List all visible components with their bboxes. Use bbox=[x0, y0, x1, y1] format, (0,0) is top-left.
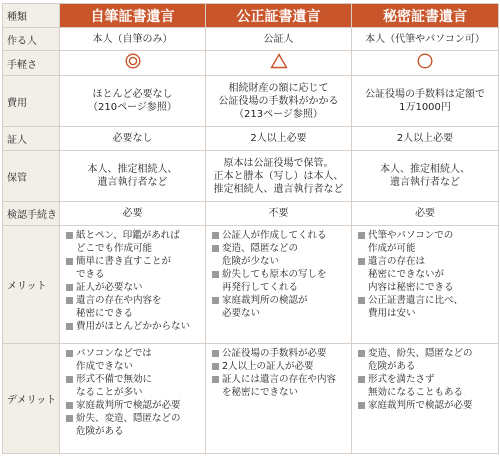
cell-probate-notarized: 不要 bbox=[206, 202, 352, 226]
list-item-continuation: どこでも作成可能 bbox=[76, 243, 153, 254]
list-item: 形式を満たさず bbox=[358, 373, 496, 386]
list-item-continuation: 費用は安い bbox=[368, 308, 416, 319]
cell-creator-secret: 本人（代筆やパソコン可） bbox=[352, 28, 499, 51]
row-label-witness: 証人 bbox=[3, 127, 60, 151]
header-notarized-will: 公正証書遺言 bbox=[206, 4, 352, 28]
row-cost bbox=[3, 76, 499, 127]
row-label-cost: 費用 bbox=[3, 76, 60, 127]
cost-line: 公証役場の手数料は定額で bbox=[365, 89, 485, 100]
will-comparison-table bbox=[2, 3, 499, 454]
header-holographic-will: 自筆証書遺言 bbox=[60, 4, 206, 28]
cost-line: （210ページ参照） bbox=[88, 102, 177, 113]
storage-line: 本人、推定相続人、 bbox=[87, 164, 178, 175]
list-item: パソコンなどでは bbox=[66, 347, 203, 360]
cell-demerits-notarized bbox=[206, 344, 352, 454]
cell-merits-holographic bbox=[60, 226, 206, 344]
cell-storage-notarized bbox=[206, 151, 352, 202]
row-label-creator: 作る人 bbox=[3, 28, 60, 51]
row-label-demerits: デメリット bbox=[3, 344, 60, 454]
list-item-continuation: 秘密にできる bbox=[76, 308, 134, 319]
list-item: 遺言の存在は bbox=[358, 255, 496, 268]
list-item: 紛失、変造、隠匿などの bbox=[66, 412, 203, 425]
row-label-merits: メリット bbox=[3, 226, 60, 344]
header-secret-will: 秘密証書遺言 bbox=[352, 4, 499, 28]
list-item-continuation: 必要ない bbox=[222, 308, 261, 319]
cell-probate-holographic: 必要 bbox=[60, 202, 206, 226]
list-item-continuation: なることが多い bbox=[76, 387, 143, 398]
cost-line: 1万1000円 bbox=[399, 102, 451, 113]
list-item-continuation: 危険がある bbox=[368, 361, 416, 372]
list-item: 家庭裁判所の検認が bbox=[212, 294, 349, 307]
row-witness bbox=[3, 127, 499, 151]
row-merits bbox=[3, 226, 499, 344]
cell-probate-secret: 必要 bbox=[352, 202, 499, 226]
list-item-continuation: 危険が少ない bbox=[222, 256, 280, 267]
list-item-continuation: を秘密にできない bbox=[222, 387, 299, 398]
list-item: 遺言の存在や内容を bbox=[66, 294, 203, 307]
list-item: 家庭裁判所で検認が必要 bbox=[66, 399, 203, 412]
row-label-ease: 手軽さ bbox=[3, 51, 60, 76]
list-item-continuation: できる bbox=[76, 269, 105, 280]
list-item-continuation: 再発行してくれる bbox=[222, 282, 299, 293]
row-ease bbox=[3, 51, 499, 76]
list-item: 証人には遺言の存在や内容 bbox=[212, 373, 349, 386]
list-item: 証人が必要ない bbox=[66, 281, 203, 294]
row-label-probate: 検認手続き bbox=[3, 202, 60, 226]
storage-line: 本人、推定相続人、 bbox=[380, 164, 470, 175]
storage-line: 遺言執行者など bbox=[97, 177, 168, 188]
cell-ease-holographic bbox=[60, 51, 206, 76]
double-circle-icon bbox=[125, 53, 141, 69]
list-item-continuation: 内容は秘密にできる bbox=[368, 282, 454, 293]
list-item: 変造、紛失、隠匿などの bbox=[358, 347, 496, 360]
list-item-continuation: 危険がある bbox=[76, 426, 124, 437]
cell-storage-holographic bbox=[60, 151, 206, 202]
list-item-continuation: 作成が可能 bbox=[368, 243, 416, 254]
list-item: 形式不備で無効に bbox=[66, 373, 203, 386]
cell-merits-notarized bbox=[206, 226, 352, 344]
cost-line: ほとんど必要なし bbox=[92, 89, 173, 100]
cell-ease-notarized bbox=[206, 51, 352, 76]
cell-ease-secret bbox=[352, 51, 499, 76]
storage-line: 推定相続人、遺言執行者など bbox=[213, 183, 344, 195]
cell-demerits-holographic bbox=[60, 344, 206, 454]
row-creator bbox=[3, 28, 499, 51]
row-demerits bbox=[3, 344, 499, 454]
list-item: 変造、隠匿などの bbox=[212, 242, 349, 255]
row-storage bbox=[3, 151, 499, 202]
list-item: 2人以上の証人が必要 bbox=[212, 360, 349, 373]
list-item: 公正証書遺言に比べ、 bbox=[358, 294, 496, 307]
list-item: 費用がほとんどかからない bbox=[66, 320, 203, 333]
triangle-icon bbox=[270, 53, 288, 69]
list-item: 紛失しても原本の写しを bbox=[212, 268, 349, 281]
cost-line: 相続財産の額に応じて bbox=[228, 82, 329, 94]
cell-cost-holographic bbox=[60, 76, 206, 127]
storage-line: 原本は公証役場で保管。 bbox=[223, 157, 334, 169]
list-item-continuation: 秘密にできないが bbox=[368, 269, 445, 280]
list-item: 簡単に書き直すことが bbox=[66, 255, 203, 268]
header-row bbox=[3, 4, 499, 28]
row-probate bbox=[3, 202, 499, 226]
list-item: 紙とペン、印鑑があれば bbox=[66, 229, 203, 242]
circle-icon bbox=[417, 53, 433, 69]
cell-creator-notarized: 公証人 bbox=[206, 28, 352, 51]
cell-witness-holographic: 必要なし bbox=[60, 127, 206, 151]
cost-line: （213ページ参照） bbox=[234, 108, 323, 120]
cell-creator-holographic: 本人（自筆のみ） bbox=[60, 28, 206, 51]
cost-line: 公証役場の手数料がかかる bbox=[218, 95, 339, 107]
cell-demerits-secret bbox=[352, 344, 499, 454]
cell-cost-secret bbox=[352, 76, 499, 127]
list-item-continuation: 無効になることもある bbox=[368, 387, 464, 398]
cell-storage-secret bbox=[352, 151, 499, 202]
header-corner: 種類 bbox=[3, 4, 60, 28]
list-item: 家庭裁判所で検認が必要 bbox=[358, 399, 496, 412]
list-item: 公証人が作成してくれる bbox=[212, 229, 349, 242]
cell-cost-notarized bbox=[206, 76, 352, 127]
cell-witness-secret: 2人以上必要 bbox=[352, 127, 499, 151]
row-label-storage: 保管 bbox=[3, 151, 60, 202]
list-item: 代筆やパソコンでの bbox=[358, 229, 496, 242]
storage-line: 正本と謄本（写し）は本人、 bbox=[213, 170, 344, 182]
list-item: 公証役場の手数料が必要 bbox=[212, 347, 349, 360]
cell-witness-notarized: 2人以上必要 bbox=[206, 127, 352, 151]
list-item-continuation: 作成できない bbox=[76, 361, 134, 372]
storage-line: 遺言執行者など bbox=[390, 177, 460, 188]
cell-merits-secret bbox=[352, 226, 499, 344]
